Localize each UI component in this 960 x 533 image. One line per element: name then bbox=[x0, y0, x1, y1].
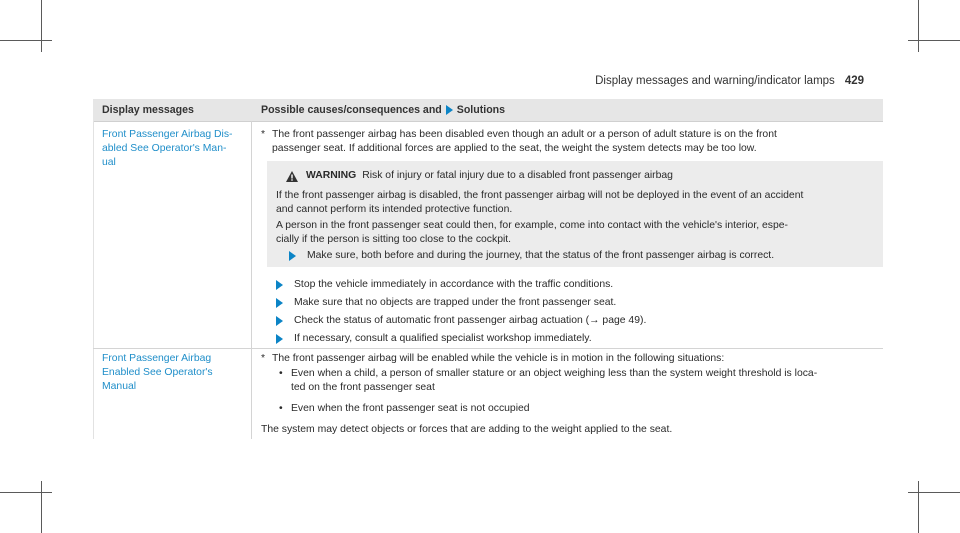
warning-step bbox=[289, 249, 774, 263]
message-airbag-disabled bbox=[102, 128, 242, 170]
solution-step-text: If necessary, consult a qualified specialist workshop immediately. bbox=[294, 333, 592, 344]
bullet-dot: • bbox=[279, 403, 283, 414]
play-arrow-icon bbox=[276, 298, 283, 308]
message-line: Manual bbox=[102, 381, 137, 392]
cause-line: The front passenger airbag will be enabled while the vehicle is in motion in the following situations: bbox=[272, 353, 725, 364]
solution-step bbox=[276, 332, 592, 346]
warning-line: A person in the front passenger seat could then, for example, come into contact with the vehicle's interior, espe- bbox=[276, 220, 788, 231]
page-number: 429 bbox=[844, 75, 864, 87]
page-header bbox=[0, 74, 864, 88]
warning-line: If the front passenger airbag is disabled, the front passenger airbag will not be deployed in the event of an accident bbox=[276, 190, 804, 201]
asterisk-marker: * bbox=[261, 129, 266, 140]
message-line: Enabled See Operator's bbox=[102, 367, 213, 378]
message-line: Front Passenger Airbag bbox=[102, 353, 212, 364]
crop-mark bbox=[908, 40, 960, 41]
crop-mark bbox=[908, 492, 960, 493]
solution-step bbox=[276, 278, 613, 292]
play-arrow-icon bbox=[446, 105, 453, 115]
col-header-solutions-text: Solutions bbox=[456, 104, 506, 116]
warning-box bbox=[267, 161, 883, 267]
row-divider bbox=[93, 348, 883, 349]
warning-paragraph bbox=[276, 219, 876, 247]
solution-step bbox=[276, 314, 646, 328]
crop-mark bbox=[0, 492, 52, 493]
col-header-causes-text: Possible causes/consequences and bbox=[261, 104, 442, 116]
solution-step-text: Check the status of automatic front passenger airbag actuation (→ page 49). bbox=[294, 315, 647, 326]
section-title: Display messages and warning/indicator lamps bbox=[595, 75, 835, 87]
cause-text bbox=[261, 352, 877, 366]
asterisk-marker: * bbox=[261, 353, 266, 364]
bullet-dot: • bbox=[279, 368, 283, 379]
message-line: ual bbox=[102, 157, 116, 168]
warning-step-text: Make sure, both before and during the journey, that the status of the front passenger airbag is correct. bbox=[307, 250, 775, 261]
closing-text bbox=[261, 423, 877, 437]
messages-table bbox=[93, 99, 883, 439]
bullet-line: ted on the front passenger seat bbox=[291, 382, 435, 393]
solution-step-text: Make sure that no objects are trapped under the front passenger seat. bbox=[294, 297, 617, 308]
closing-line: The system may detect objects or forces that are adding to the weight applied to the seat. bbox=[261, 424, 673, 435]
bullet-item bbox=[279, 402, 869, 416]
message-airbag-enabled bbox=[102, 352, 242, 394]
col-header-messages: Display messages bbox=[102, 104, 194, 116]
play-arrow-icon bbox=[276, 280, 283, 290]
cause-line: passenger seat. If additional forces are applied to the seat, the weight the system detects may be too low. bbox=[272, 143, 757, 154]
warning-triangle-icon bbox=[286, 171, 298, 182]
table-column-divider bbox=[251, 121, 252, 439]
bullet-line: Even when a child, a person of smaller stature or an object weighing less than the system weight threshold is loca- bbox=[291, 368, 818, 379]
warning-line: cially if the person is sitting too close to the cockpit. bbox=[276, 234, 512, 245]
crop-mark bbox=[41, 0, 42, 52]
crop-mark bbox=[918, 481, 919, 533]
warning-heading bbox=[286, 169, 673, 183]
message-line: Front Passenger Airbag Dis- bbox=[102, 129, 233, 140]
cause-line: The front passenger airbag has been disabled even though an adult or a person of adult stature is on the front bbox=[272, 129, 777, 140]
warning-line: and cannot perform its intended protective function. bbox=[276, 204, 513, 215]
table-header bbox=[93, 99, 883, 122]
warning-title: Risk of injury or fatal injury due to a disabled front passenger airbag bbox=[362, 170, 673, 181]
crop-mark bbox=[918, 0, 919, 52]
crop-mark bbox=[41, 481, 42, 533]
bullet-line: Even when the front passenger seat is not occupied bbox=[291, 403, 530, 414]
play-arrow-icon bbox=[276, 316, 283, 326]
cause-text bbox=[261, 128, 877, 156]
table-left-border bbox=[93, 121, 94, 439]
warning-label: WARNING bbox=[306, 170, 357, 181]
message-line: abled See Operator's Man- bbox=[102, 143, 227, 154]
play-arrow-icon bbox=[276, 334, 283, 344]
solution-step-text: Stop the vehicle immediately in accordance with the traffic conditions. bbox=[294, 279, 614, 290]
crop-mark bbox=[0, 40, 52, 41]
solution-step bbox=[276, 296, 616, 310]
bullet-item bbox=[279, 367, 869, 395]
warning-paragraph bbox=[276, 189, 876, 217]
col-header-causes bbox=[261, 103, 505, 117]
play-arrow-icon bbox=[289, 251, 296, 261]
